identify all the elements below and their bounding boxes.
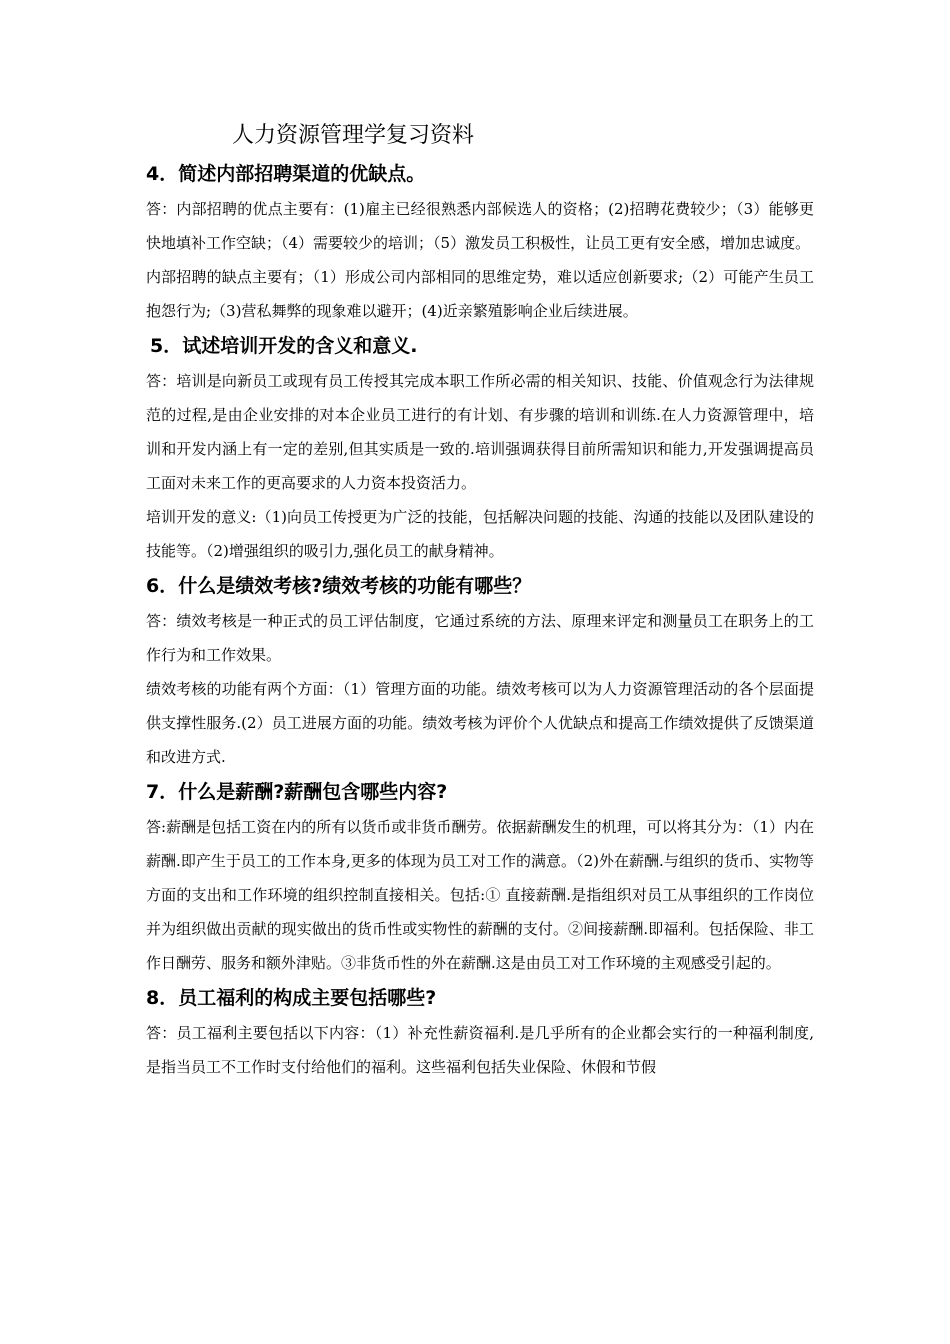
paragraph: 答：培训是向新员工或现有员工传授其完成本职工作所必需的相关知识、技能、价值观念行为法律规范的过程,是由企业安排的对本企业员工进行的有计划、有步骤的培训和训练.在人力资源管理中，培训和开发内涵上有一定的差别,但其实质是一致的.培训强调获得目前所需知识和能力,开发强调提高员工面对未来工作的更高要求的人力资本投资活力。 — [146, 372, 814, 492]
paragraph: 绩效考核的功能有两个方面：（1）管理方面的功能。绩效考核可以为人力资源管理活动的各个层面提供支撑性服务.(2）员工进展方面的功能。绩效考核为评价个人优缺点和提高工作绩效提供了反馈渠道和改进方式. — [146, 680, 814, 766]
section-6 — [146, 568, 814, 774]
document-body — [146, 156, 814, 1084]
section-8 — [146, 980, 814, 1084]
document-title: 人力资源管理学复习资料 — [232, 123, 475, 148]
section-5 — [146, 328, 814, 568]
section-heading: 6．什么是绩效考核?绩效考核的功能有哪些？ — [146, 575, 532, 597]
section-7 — [146, 774, 814, 980]
paragraph: 培训开发的意义:（1)向员工传授更为广泛的技能，包括解决问题的技能、沟通的技能以及团队建设的技能等。（2)增强组织的吸引力,强化员工的献身精神。 — [146, 508, 814, 560]
paragraph: 内部招聘的缺点主要有；（1）形成公司内部相同的思维定势，难以适应创新要求;（2）可能产生员工抱怨行为;（3)营私舞弊的现象难以避开；(4)近亲繁殖影响企业后续进展。 — [146, 268, 814, 320]
section-heading: 4．简述内部招聘渠道的优缺点。 — [146, 163, 426, 185]
section-heading: 8．员工福利的构成主要包括哪些? — [146, 987, 437, 1009]
section-heading: 5．试述培训开发的含义和意义. — [150, 335, 418, 357]
section-4 — [146, 156, 814, 328]
paragraph: 答:薪酬是包括工资在内的所有以货币或非货币酬劳。依据薪酬发生的机理，可以将其分为：（1）内在薪酬.即产生于员工的工作本身,更多的体现为员工对工作的满意。（2)外在薪酬.与组织的货币、实物等方面的支出和工作环境的组织控制直接相关。包括:① 直接薪酬.是指组织对员工从事组织的工作岗位并为组织做出贡献的现实做出的货币性或实物性的薪酬的支付。②间接薪酬.即福利。包括保险、非工作日酬劳、服务和额外津贴。③非货币性的外在薪酬.这是由员工对工作环境的主观感受引起的。 — [146, 818, 814, 972]
section-heading: 7．什么是薪酬?薪酬包含哪些内容? — [146, 781, 448, 803]
paragraph: 答：绩效考核是一种正式的员工评估制度，它通过系统的方法、原理来评定和测量员工在职务上的工作行为和工作效果。 — [146, 612, 814, 664]
paragraph: 答：员工福利主要包括以下内容：（1）补充性薪资福利.是几乎所有的企业都会实行的一种福利制度,是指当员工不工作时支付给他们的福利。这些福利包括失业保险、休假和节假 — [146, 1024, 814, 1076]
paragraph: 答：内部招聘的优点主要有：(1)雇主已经很熟悉内部候选人的资格；(2)招聘花费较少；（3）能够更快地填补工作空缺；（4）需要较少的培训；（5）激发员工积极性，让员工更有安全感，增加忠诚度。 — [146, 200, 814, 252]
